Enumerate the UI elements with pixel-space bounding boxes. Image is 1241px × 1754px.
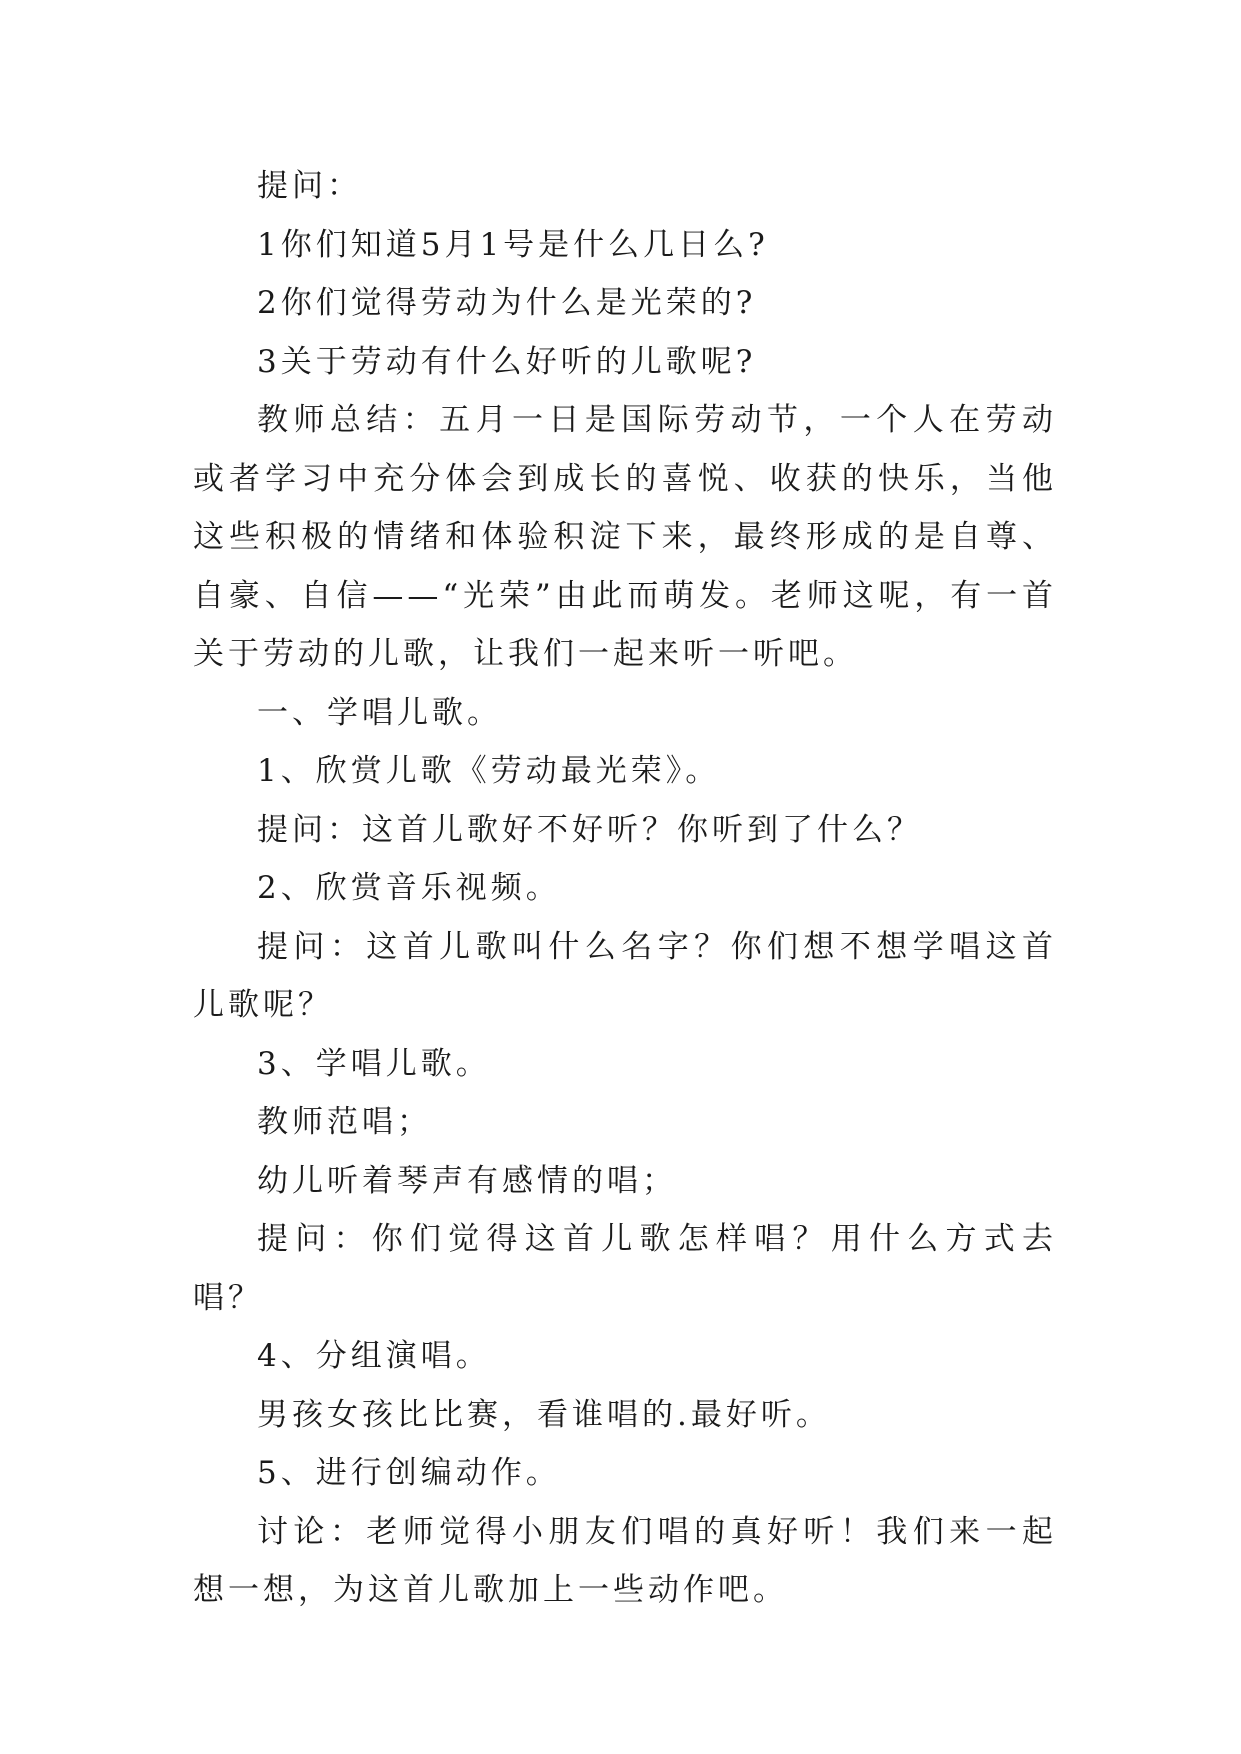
paragraph-question-heading: 提问：: [257, 168, 362, 204]
paragraph-children-sing: 幼儿听着琴声有感情的唱；: [257, 1162, 677, 1199]
paragraph-teacher-summary: 教师总结：五月一日是国际劳动节，一个人在劳动或者学习中充分体会到成长的喜悦、收获的快乐，当他这些积极的情绪和体验积淀下来，最终形成的是自尊、自豪、自信——“光荣”由此而萌发。老师这呢，有一首关于劳动的儿歌，让我们一起来听一听吧。: [193, 402, 1057, 672]
document-body: [193, 157, 1057, 1620]
paragraph-step-2: 2、欣赏音乐视频。: [257, 870, 561, 906]
paragraph-step-3: 3、学唱儿歌。: [257, 1045, 491, 1082]
paragraph-step-2-question: 提问：这首儿歌叫什么名字？你们想不想学唱这首儿歌呢？: [193, 928, 1057, 1023]
paragraph-step-1: 1、欣赏儿歌《劳动最光荣》。: [257, 753, 721, 789]
paragraph-question-1: 1你们知道5月1号是什么几日么?: [257, 226, 769, 263]
paragraph-question-3: 3关于劳动有什么好听的儿歌呢?: [257, 343, 757, 380]
paragraph-step-4: 4、分组演唱。: [257, 1338, 491, 1374]
paragraph-discussion: 讨论：老师觉得小朋友们唱的真好听！我们来一起想一想，为这首儿歌加上一些动作吧。: [193, 1513, 1057, 1608]
paragraph-step-3-question: 提问：你们觉得这首儿歌怎样唱？用什么方式去唱？: [193, 1221, 1057, 1316]
paragraph-step-5: 5、进行创编动作。: [257, 1455, 561, 1491]
paragraph-teacher-demo: 教师范唱；: [257, 1104, 432, 1140]
section-heading-learn-song: 一、学唱儿歌。: [257, 694, 502, 731]
paragraph-step-1-question: 提问：这首儿歌好不好听？你听到了什么？: [257, 811, 922, 848]
paragraph-question-2: 2你们觉得劳动为什么是光荣的?: [257, 285, 757, 321]
paragraph-group-contest: 男孩女孩比比赛，看谁唱的.最好听。: [257, 1396, 831, 1433]
